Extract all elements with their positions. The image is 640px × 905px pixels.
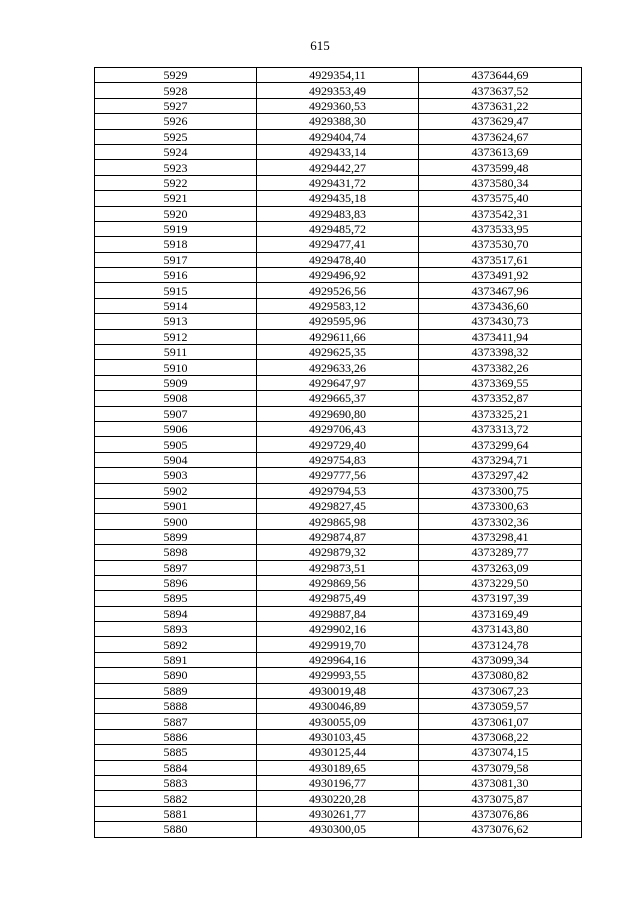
point-number-cell: 5893 bbox=[95, 622, 257, 637]
y-coordinate-cell: 4373076,86 bbox=[419, 806, 582, 821]
x-coordinate-cell: 4929496,92 bbox=[257, 268, 419, 283]
table-row bbox=[95, 252, 582, 267]
x-coordinate-cell: 4929729,40 bbox=[257, 437, 419, 452]
x-coordinate-cell: 4929354,11 bbox=[257, 68, 419, 83]
point-number-cell: 5901 bbox=[95, 498, 257, 513]
point-number-cell: 5924 bbox=[95, 144, 257, 159]
point-number-cell: 5925 bbox=[95, 129, 257, 144]
x-coordinate-cell: 4929706,43 bbox=[257, 421, 419, 436]
table-row bbox=[95, 483, 582, 498]
table-row bbox=[95, 298, 582, 313]
y-coordinate-cell: 4373263,09 bbox=[419, 560, 582, 575]
table-row bbox=[95, 775, 582, 790]
y-coordinate-cell: 4373143,80 bbox=[419, 622, 582, 637]
table-row bbox=[95, 68, 582, 83]
x-coordinate-cell: 4929827,45 bbox=[257, 498, 419, 513]
y-coordinate-cell: 4373430,73 bbox=[419, 314, 582, 329]
x-coordinate-cell: 4929442,27 bbox=[257, 160, 419, 175]
table-row bbox=[95, 575, 582, 590]
point-number-cell: 5918 bbox=[95, 237, 257, 252]
y-coordinate-cell: 4373289,77 bbox=[419, 545, 582, 560]
y-coordinate-cell: 4373398,32 bbox=[419, 345, 582, 360]
y-coordinate-cell: 4373294,71 bbox=[419, 452, 582, 467]
point-number-cell: 5913 bbox=[95, 314, 257, 329]
x-coordinate-cell: 4929993,55 bbox=[257, 668, 419, 683]
point-number-cell: 5882 bbox=[95, 791, 257, 806]
table-row bbox=[95, 314, 582, 329]
x-coordinate-cell: 4929431,72 bbox=[257, 175, 419, 190]
y-coordinate-cell: 4373099,34 bbox=[419, 652, 582, 667]
x-coordinate-cell: 4929478,40 bbox=[257, 252, 419, 267]
x-coordinate-cell: 4929625,35 bbox=[257, 345, 419, 360]
point-number-cell: 5907 bbox=[95, 406, 257, 421]
point-number-cell: 5904 bbox=[95, 452, 257, 467]
x-coordinate-cell: 4929665,37 bbox=[257, 391, 419, 406]
point-number-cell: 5921 bbox=[95, 191, 257, 206]
x-coordinate-cell: 4929874,87 bbox=[257, 529, 419, 544]
table-row bbox=[95, 437, 582, 452]
point-number-cell: 5917 bbox=[95, 252, 257, 267]
table-row bbox=[95, 175, 582, 190]
y-coordinate-cell: 4373169,49 bbox=[419, 606, 582, 621]
point-number-cell: 5923 bbox=[95, 160, 257, 175]
point-number-cell: 5928 bbox=[95, 83, 257, 98]
table-row bbox=[95, 237, 582, 252]
y-coordinate-cell: 4373599,48 bbox=[419, 160, 582, 175]
point-number-cell: 5927 bbox=[95, 98, 257, 113]
table-row bbox=[95, 468, 582, 483]
x-coordinate-cell: 4929964,16 bbox=[257, 652, 419, 667]
y-coordinate-cell: 4373302,36 bbox=[419, 514, 582, 529]
y-coordinate-cell: 4373067,23 bbox=[419, 683, 582, 698]
x-coordinate-cell: 4930046,89 bbox=[257, 699, 419, 714]
point-number-cell: 5886 bbox=[95, 729, 257, 744]
y-coordinate-cell: 4373629,47 bbox=[419, 114, 582, 129]
point-number-cell: 5898 bbox=[95, 545, 257, 560]
x-coordinate-cell: 4929583,12 bbox=[257, 298, 419, 313]
x-coordinate-cell: 4929647,97 bbox=[257, 375, 419, 390]
point-number-cell: 5920 bbox=[95, 206, 257, 221]
x-coordinate-cell: 4930019,48 bbox=[257, 683, 419, 698]
x-coordinate-cell: 4929879,32 bbox=[257, 545, 419, 560]
y-coordinate-cell: 4373075,87 bbox=[419, 791, 582, 806]
point-number-cell: 5891 bbox=[95, 652, 257, 667]
table-row bbox=[95, 498, 582, 513]
x-coordinate-cell: 4930125,44 bbox=[257, 745, 419, 760]
table-row bbox=[95, 360, 582, 375]
point-number-cell: 5929 bbox=[95, 68, 257, 83]
x-coordinate-cell: 4929869,56 bbox=[257, 575, 419, 590]
y-coordinate-cell: 4373369,55 bbox=[419, 375, 582, 390]
y-coordinate-cell: 4373542,31 bbox=[419, 206, 582, 221]
y-coordinate-cell: 4373081,30 bbox=[419, 775, 582, 790]
x-coordinate-cell: 4929777,56 bbox=[257, 468, 419, 483]
table-row bbox=[95, 144, 582, 159]
point-number-cell: 5910 bbox=[95, 360, 257, 375]
table-row bbox=[95, 683, 582, 698]
x-coordinate-cell: 4930103,45 bbox=[257, 729, 419, 744]
point-number-cell: 5894 bbox=[95, 606, 257, 621]
y-coordinate-cell: 4373580,34 bbox=[419, 175, 582, 190]
table-row bbox=[95, 760, 582, 775]
x-coordinate-cell: 4929690,80 bbox=[257, 406, 419, 421]
table-row bbox=[95, 606, 582, 621]
x-coordinate-cell: 4930261,77 bbox=[257, 806, 419, 821]
table-row bbox=[95, 560, 582, 575]
table-row bbox=[95, 529, 582, 544]
coordinates-table bbox=[94, 67, 582, 838]
point-number-cell: 5890 bbox=[95, 668, 257, 683]
y-coordinate-cell: 4373613,69 bbox=[419, 144, 582, 159]
y-coordinate-cell: 4373076,62 bbox=[419, 822, 582, 837]
x-coordinate-cell: 4929526,56 bbox=[257, 283, 419, 298]
table-row bbox=[95, 268, 582, 283]
y-coordinate-cell: 4373436,60 bbox=[419, 298, 582, 313]
table-row bbox=[95, 345, 582, 360]
x-coordinate-cell: 4929485,72 bbox=[257, 221, 419, 236]
point-number-cell: 5903 bbox=[95, 468, 257, 483]
x-coordinate-cell: 4930055,09 bbox=[257, 714, 419, 729]
y-coordinate-cell: 4373313,72 bbox=[419, 421, 582, 436]
table-row bbox=[95, 421, 582, 436]
x-coordinate-cell: 4929794,53 bbox=[257, 483, 419, 498]
table-row bbox=[95, 114, 582, 129]
point-number-cell: 5888 bbox=[95, 699, 257, 714]
y-coordinate-cell: 4373297,42 bbox=[419, 468, 582, 483]
y-coordinate-cell: 4373352,87 bbox=[419, 391, 582, 406]
table-row bbox=[95, 668, 582, 683]
table-row bbox=[95, 406, 582, 421]
page-number: 615 bbox=[310, 38, 330, 53]
y-coordinate-cell: 4373298,41 bbox=[419, 529, 582, 544]
table-row bbox=[95, 714, 582, 729]
coordinates-table-body bbox=[95, 68, 582, 838]
x-coordinate-cell: 4929865,98 bbox=[257, 514, 419, 529]
x-coordinate-cell: 4929353,49 bbox=[257, 83, 419, 98]
table-row bbox=[95, 83, 582, 98]
point-number-cell: 5895 bbox=[95, 591, 257, 606]
y-coordinate-cell: 4373637,52 bbox=[419, 83, 582, 98]
table-row bbox=[95, 545, 582, 560]
point-number-cell: 5889 bbox=[95, 683, 257, 698]
table-row bbox=[95, 160, 582, 175]
point-number-cell: 5905 bbox=[95, 437, 257, 452]
point-number-cell: 5885 bbox=[95, 745, 257, 760]
x-coordinate-cell: 4930196,77 bbox=[257, 775, 419, 790]
table-row bbox=[95, 791, 582, 806]
x-coordinate-cell: 4929360,53 bbox=[257, 98, 419, 113]
x-coordinate-cell: 4929873,51 bbox=[257, 560, 419, 575]
x-coordinate-cell: 4929595,96 bbox=[257, 314, 419, 329]
table-row bbox=[95, 283, 582, 298]
table-row bbox=[95, 452, 582, 467]
y-coordinate-cell: 4373530,70 bbox=[419, 237, 582, 252]
y-coordinate-cell: 4373061,07 bbox=[419, 714, 582, 729]
point-number-cell: 5884 bbox=[95, 760, 257, 775]
table-row bbox=[95, 822, 582, 837]
y-coordinate-cell: 4373467,96 bbox=[419, 283, 582, 298]
table-row bbox=[95, 637, 582, 652]
x-coordinate-cell: 4929754,83 bbox=[257, 452, 419, 467]
x-coordinate-cell: 4930220,28 bbox=[257, 791, 419, 806]
point-number-cell: 5880 bbox=[95, 822, 257, 837]
point-number-cell: 5911 bbox=[95, 345, 257, 360]
point-number-cell: 5926 bbox=[95, 114, 257, 129]
y-coordinate-cell: 4373299,64 bbox=[419, 437, 582, 452]
x-coordinate-cell: 4930300,05 bbox=[257, 822, 419, 837]
x-coordinate-cell: 4929433,14 bbox=[257, 144, 419, 159]
point-number-cell: 5897 bbox=[95, 560, 257, 575]
point-number-cell: 5902 bbox=[95, 483, 257, 498]
table-row bbox=[95, 129, 582, 144]
table-row bbox=[95, 329, 582, 344]
table-row bbox=[95, 221, 582, 236]
x-coordinate-cell: 4929611,66 bbox=[257, 329, 419, 344]
table-row bbox=[95, 206, 582, 221]
point-number-cell: 5914 bbox=[95, 298, 257, 313]
point-number-cell: 5887 bbox=[95, 714, 257, 729]
y-coordinate-cell: 4373491,92 bbox=[419, 268, 582, 283]
y-coordinate-cell: 4373059,57 bbox=[419, 699, 582, 714]
point-number-cell: 5881 bbox=[95, 806, 257, 821]
x-coordinate-cell: 4929477,41 bbox=[257, 237, 419, 252]
x-coordinate-cell: 4929483,83 bbox=[257, 206, 419, 221]
point-number-cell: 5906 bbox=[95, 421, 257, 436]
y-coordinate-cell: 4373624,67 bbox=[419, 129, 582, 144]
y-coordinate-cell: 4373300,75 bbox=[419, 483, 582, 498]
y-coordinate-cell: 4373325,21 bbox=[419, 406, 582, 421]
table-row bbox=[95, 514, 582, 529]
table-row bbox=[95, 729, 582, 744]
y-coordinate-cell: 4373631,22 bbox=[419, 98, 582, 113]
point-number-cell: 5912 bbox=[95, 329, 257, 344]
x-coordinate-cell: 4929875,49 bbox=[257, 591, 419, 606]
table-row bbox=[95, 191, 582, 206]
point-number-cell: 5909 bbox=[95, 375, 257, 390]
point-number-cell: 5919 bbox=[95, 221, 257, 236]
point-number-cell: 5916 bbox=[95, 268, 257, 283]
y-coordinate-cell: 4373229,50 bbox=[419, 575, 582, 590]
table-row bbox=[95, 391, 582, 406]
y-coordinate-cell: 4373124,78 bbox=[419, 637, 582, 652]
x-coordinate-cell: 4929887,84 bbox=[257, 606, 419, 621]
table-row bbox=[95, 745, 582, 760]
table-row bbox=[95, 806, 582, 821]
x-coordinate-cell: 4929388,30 bbox=[257, 114, 419, 129]
y-coordinate-cell: 4373197,39 bbox=[419, 591, 582, 606]
y-coordinate-cell: 4373533,95 bbox=[419, 221, 582, 236]
point-number-cell: 5892 bbox=[95, 637, 257, 652]
table-row bbox=[95, 622, 582, 637]
x-coordinate-cell: 4929902,16 bbox=[257, 622, 419, 637]
y-coordinate-cell: 4373382,26 bbox=[419, 360, 582, 375]
table-row bbox=[95, 652, 582, 667]
y-coordinate-cell: 4373300,63 bbox=[419, 498, 582, 513]
y-coordinate-cell: 4373079,58 bbox=[419, 760, 582, 775]
point-number-cell: 5899 bbox=[95, 529, 257, 544]
point-number-cell: 5896 bbox=[95, 575, 257, 590]
table-row bbox=[95, 591, 582, 606]
x-coordinate-cell: 4929435,18 bbox=[257, 191, 419, 206]
point-number-cell: 5900 bbox=[95, 514, 257, 529]
point-number-cell: 5883 bbox=[95, 775, 257, 790]
y-coordinate-cell: 4373068,22 bbox=[419, 729, 582, 744]
table-row bbox=[95, 98, 582, 113]
point-number-cell: 5908 bbox=[95, 391, 257, 406]
y-coordinate-cell: 4373080,82 bbox=[419, 668, 582, 683]
y-coordinate-cell: 4373575,40 bbox=[419, 191, 582, 206]
y-coordinate-cell: 4373644,69 bbox=[419, 68, 582, 83]
x-coordinate-cell: 4930189,65 bbox=[257, 760, 419, 775]
y-coordinate-cell: 4373411,94 bbox=[419, 329, 582, 344]
x-coordinate-cell: 4929404,74 bbox=[257, 129, 419, 144]
point-number-cell: 5915 bbox=[95, 283, 257, 298]
point-number-cell: 5922 bbox=[95, 175, 257, 190]
x-coordinate-cell: 4929919,70 bbox=[257, 637, 419, 652]
y-coordinate-cell: 4373074,15 bbox=[419, 745, 582, 760]
table-row bbox=[95, 699, 582, 714]
y-coordinate-cell: 4373517,61 bbox=[419, 252, 582, 267]
x-coordinate-cell: 4929633,26 bbox=[257, 360, 419, 375]
table-row bbox=[95, 375, 582, 390]
